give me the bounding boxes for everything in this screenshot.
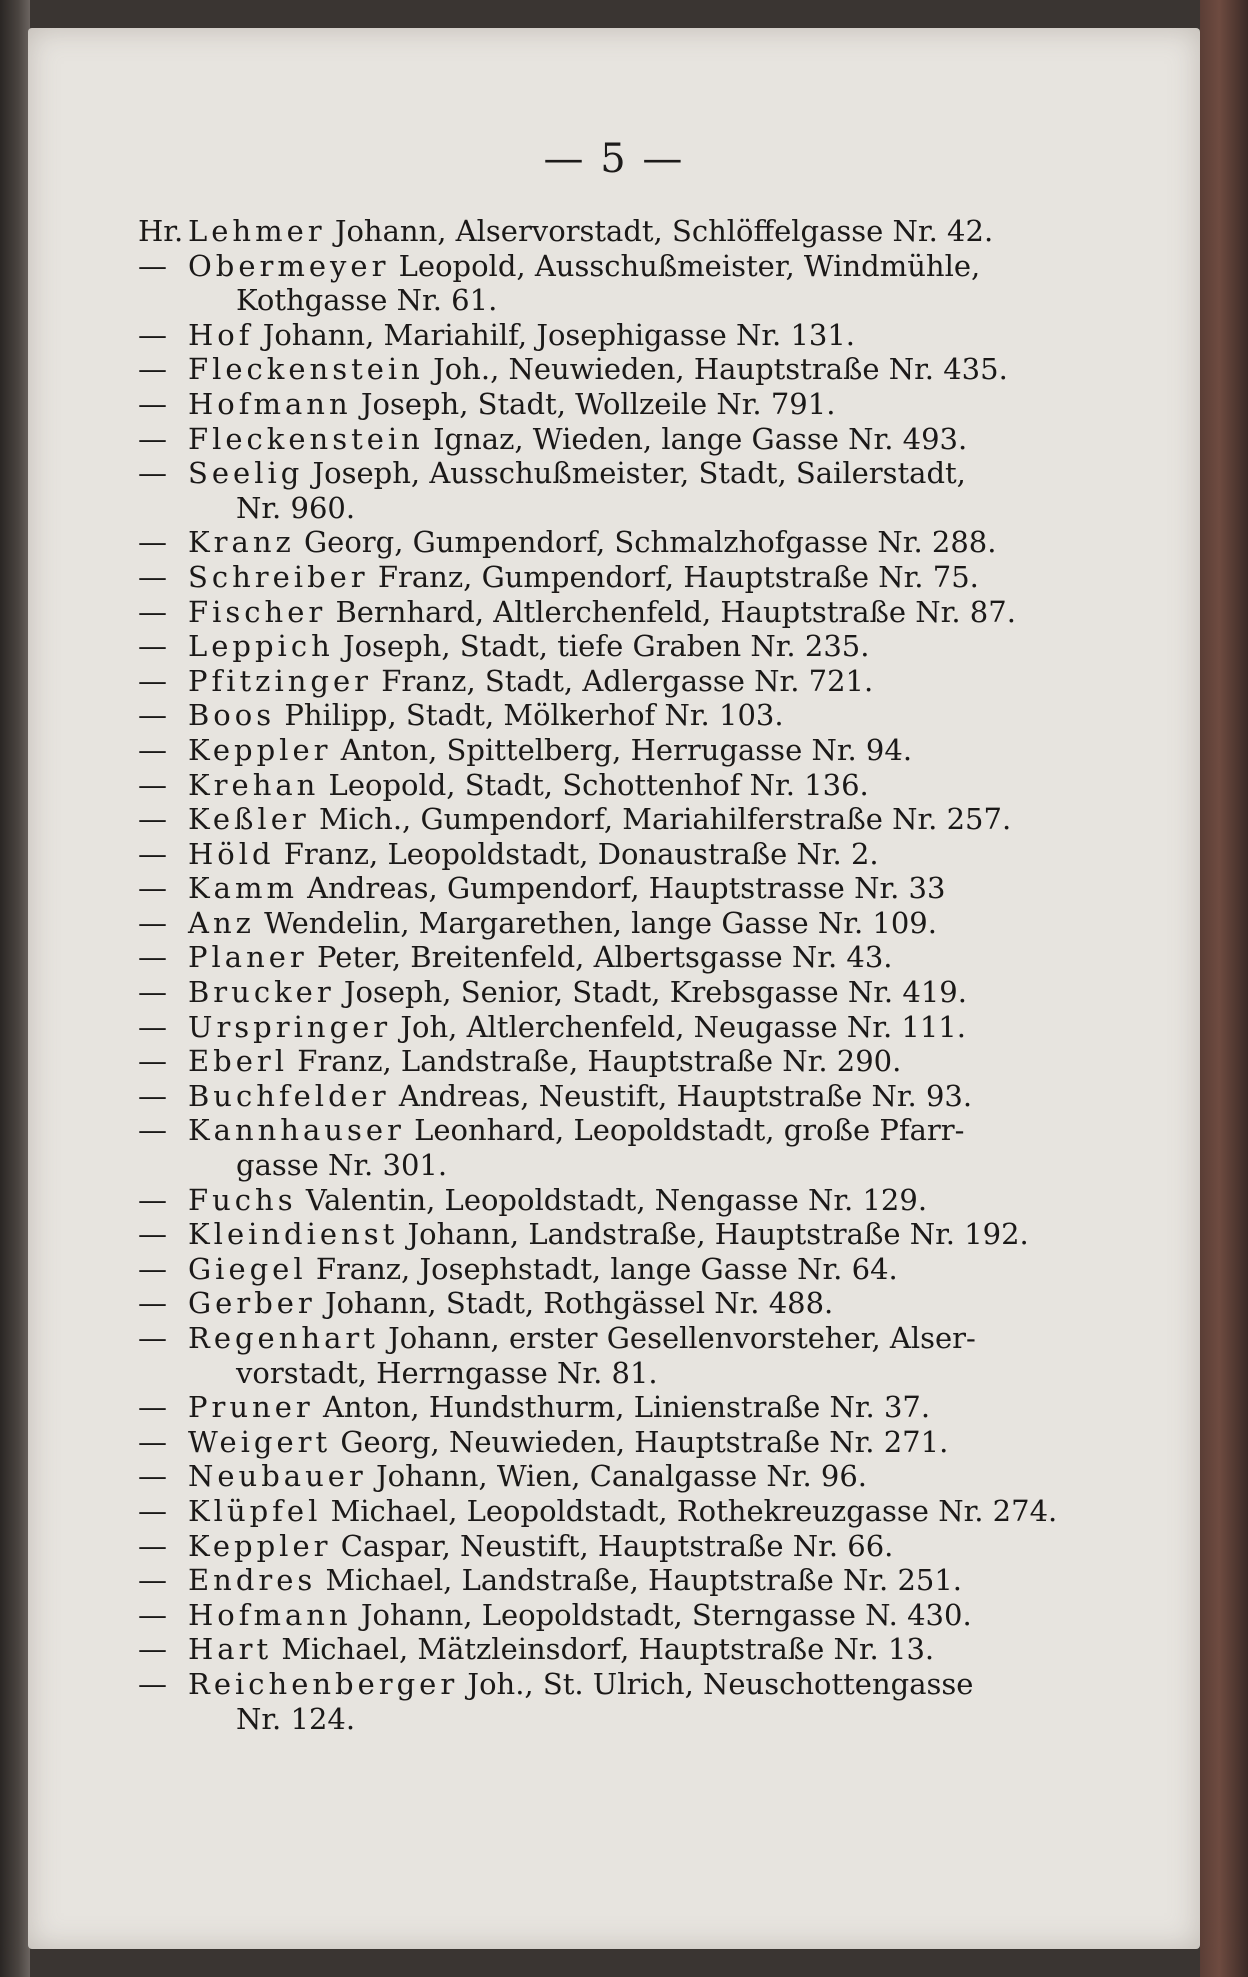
list-item xyxy=(138,456,1098,525)
list-item xyxy=(138,318,1098,353)
entry-lead: — xyxy=(138,421,167,456)
list-item xyxy=(138,698,1098,733)
entry-details: Joseph, Senior, Stadt, Krebsgasse Nr. 419. xyxy=(334,975,967,1010)
entry-surname: Seelig xyxy=(188,456,304,491)
entry-surname: Neubauer xyxy=(188,1459,367,1494)
entry-surname: Buchfelder xyxy=(188,1078,390,1113)
entry-surname: Pruner xyxy=(188,1390,314,1425)
list-item xyxy=(138,1286,1098,1321)
entry-details: Andreas, Gumpendorf, Hauptstrasse Nr. 33 xyxy=(297,871,946,906)
entry-lead: — xyxy=(138,940,167,975)
list-item xyxy=(138,1217,1098,1252)
entry-surname: Reichenberger xyxy=(188,1666,459,1701)
entry-continuation: vorstadt, Herrngasse Nr. 81. xyxy=(236,1355,658,1390)
entry-lead: — xyxy=(138,698,167,733)
list-item xyxy=(138,733,1098,768)
entry-lead: — xyxy=(138,1044,167,1079)
entry-lead: — xyxy=(138,1528,167,1563)
list-item xyxy=(138,560,1098,595)
entry-surname: Eberl xyxy=(188,1044,289,1079)
entry-continuation: Nr. 960. xyxy=(236,490,356,525)
list-item xyxy=(138,802,1098,837)
entry-lead: — xyxy=(138,1459,167,1494)
list-item xyxy=(138,352,1098,387)
list-item xyxy=(138,837,1098,872)
entry-lead: — xyxy=(138,663,167,698)
entry-surname: Endres xyxy=(188,1563,317,1598)
entry-details: Johann, Landstraße, Hauptstraße Nr. 192. xyxy=(398,1217,1029,1252)
entry-lead: — xyxy=(138,352,167,387)
list-item xyxy=(138,1632,1098,1667)
entry-surname: Giegel xyxy=(188,1251,307,1286)
entry-details: Joh, Altlerchenfeld, Neugasse Nr. 111. xyxy=(391,1009,966,1044)
entry-surname: Fleckenstein xyxy=(188,421,424,456)
entry-details: Anton, Hundsthurm, Linienstraße Nr. 37. xyxy=(313,1390,931,1425)
entry-lead: — xyxy=(138,1113,167,1148)
entry-details: Joh., Neuwieden, Hauptstraße Nr. 435. xyxy=(423,352,1008,387)
entry-surname: Klüpfel xyxy=(188,1493,322,1528)
list-item xyxy=(138,249,1098,318)
entry-details: Michael, Leopoldstadt, Rothekreuzgasse Nr. 274. xyxy=(321,1493,1058,1528)
list-item xyxy=(138,1598,1098,1633)
entry-surname: Pfitzinger xyxy=(188,663,372,698)
entry-details: Wendelin, Margarethen, lange Gasse Nr. 109. xyxy=(254,905,937,940)
entry-details: Johann, Stadt, Rothgässel Nr. 488. xyxy=(315,1286,834,1321)
entry-lead: — xyxy=(138,1251,167,1286)
list-item xyxy=(138,1494,1098,1529)
entry-surname: Keppler xyxy=(188,1528,332,1563)
entry-details: Franz, Gumpendorf, Hauptstraße Nr. 75. xyxy=(368,559,979,594)
list-item xyxy=(138,1113,1098,1182)
list-item xyxy=(138,1459,1098,1494)
entry-surname: Fleckenstein xyxy=(188,352,424,387)
list-item xyxy=(138,871,1098,906)
list-item xyxy=(138,1390,1098,1425)
entry-details: Philipp, Stadt, Mölkerhof Nr. 103. xyxy=(275,698,784,733)
list-item xyxy=(138,1010,1098,1045)
entry-lead: — xyxy=(138,802,167,837)
list-item xyxy=(138,906,1098,941)
entry-surname: Brucker xyxy=(188,975,335,1010)
entry-lead: — xyxy=(138,1563,167,1598)
entry-lead: — xyxy=(138,559,167,594)
entry-surname: Boos xyxy=(188,698,276,733)
entry-continuation: Kothgasse Nr. 61. xyxy=(236,283,498,318)
list-item xyxy=(138,1183,1098,1218)
entry-surname: Hof xyxy=(188,317,254,352)
entry-lead: — xyxy=(138,1390,167,1425)
entry-details: Joseph, Stadt, Wollzeile Nr. 791. xyxy=(351,386,836,421)
list-item xyxy=(138,1563,1098,1598)
entry-lead: — xyxy=(138,1182,167,1217)
entry-surname: Fuchs xyxy=(188,1182,297,1217)
entry-surname: Anz xyxy=(188,905,255,940)
entry-lead: — xyxy=(138,767,167,802)
entry-lead: — xyxy=(138,1632,167,1667)
entry-surname: Höld xyxy=(188,836,275,871)
list-item xyxy=(138,1529,1098,1564)
entry-surname: Hofmann xyxy=(188,1597,352,1632)
entry-details: Franz, Leopoldstadt, Donaustraße Nr. 2. xyxy=(274,836,879,871)
entry-details: Leonhard, Leopoldstadt, große Pfarr- xyxy=(404,1113,965,1148)
entry-lead: — xyxy=(138,248,167,283)
entry-details: Peter, Breitenfeld, Albertsgasse Nr. 43. xyxy=(307,940,893,975)
entry-details: Franz, Josephstadt, lange Gasse Nr. 64. xyxy=(306,1251,898,1286)
entry-details: Johann, Alservorstadt, Schlöffelgasse Nr. 42. xyxy=(325,214,994,248)
entry-lead: Hr. xyxy=(138,214,184,248)
book-page xyxy=(28,28,1200,1949)
list-item xyxy=(138,1425,1098,1460)
entry-surname: Urspringer xyxy=(188,1009,392,1044)
entry-details: Andreas, Neustift, Hauptstraße Nr. 93. xyxy=(389,1078,973,1113)
entry-surname: Fischer xyxy=(188,594,327,629)
entry-lead: — xyxy=(138,525,167,560)
entry-details: Michael, Landstraße, Hauptstraße Nr. 251. xyxy=(316,1563,963,1598)
list-item xyxy=(138,595,1098,630)
entry-lead: — xyxy=(138,871,167,906)
entry-lead: — xyxy=(138,1217,167,1252)
entry-details: Franz, Landstraße, Hauptstraße Nr. 290. xyxy=(288,1044,902,1079)
list-item xyxy=(138,768,1098,803)
entry-lead: — xyxy=(138,1009,167,1044)
entry-details: Joseph, Stadt, tiefe Graben Nr. 235. xyxy=(333,629,870,664)
list-item xyxy=(138,1079,1098,1114)
entry-lead: — xyxy=(138,1597,167,1632)
entry-details: Georg, Neuwieden, Hauptstraße Nr. 271. xyxy=(331,1424,949,1459)
list-item xyxy=(138,664,1098,699)
entry-details: Joseph, Ausschußmeister, Stadt, Sailerstadt, xyxy=(303,456,966,491)
entry-lead: — xyxy=(138,1321,167,1355)
list-item xyxy=(138,629,1098,664)
list-item xyxy=(138,214,1098,249)
entry-list xyxy=(138,214,1098,1736)
entry-surname: Lehmer xyxy=(188,214,326,248)
entry-details: Caspar, Neustift, Hauptstraße Nr. 66. xyxy=(331,1528,894,1563)
list-item xyxy=(138,1667,1098,1736)
entry-lead: — xyxy=(138,594,167,629)
entry-surname: Keßler xyxy=(188,802,310,837)
list-item xyxy=(138,525,1098,560)
entry-lead: — xyxy=(138,1424,167,1459)
entry-lead: — xyxy=(138,1078,167,1113)
entry-surname: Hofmann xyxy=(188,386,352,421)
entry-lead: — xyxy=(138,1493,167,1528)
entry-details: Leopold, Ausschußmeister, Windmühle, xyxy=(389,248,981,283)
entry-surname: Obermeyer xyxy=(188,248,390,283)
entry-details: Johann, Leopoldstadt, Sterngasse N. 430. xyxy=(351,1597,972,1632)
entry-continuation: gasse Nr. 301. xyxy=(236,1148,448,1183)
entry-surname: Kannhauser xyxy=(188,1113,405,1148)
entry-surname: Keppler xyxy=(188,732,332,767)
list-item xyxy=(138,940,1098,975)
entry-details: Leopold, Stadt, Schottenhof Nr. 136. xyxy=(319,767,869,802)
entry-details: Michael, Mätzleinsdorf, Hauptstraße Nr. 13. xyxy=(272,1632,935,1667)
entry-surname: Planer xyxy=(188,940,308,975)
entry-surname: Gerber xyxy=(188,1286,316,1321)
entry-surname: Kranz xyxy=(188,525,295,560)
entry-details: Bernhard, Altlerchenfeld, Hauptstraße Nr. 87. xyxy=(326,594,1016,629)
page-number: — 5 — xyxy=(543,136,685,182)
entry-lead: — xyxy=(138,629,167,664)
entry-lead: — xyxy=(138,1666,167,1701)
entry-details: Georg, Gumpendorf, Schmalzhofgasse Nr. 288. xyxy=(294,525,997,560)
entry-lead: — xyxy=(138,386,167,421)
entry-surname: Regenhart xyxy=(188,1321,379,1355)
entry-surname: Hart xyxy=(188,1632,273,1667)
entry-lead: — xyxy=(138,456,167,491)
entry-lead: — xyxy=(138,732,167,767)
list-item xyxy=(138,975,1098,1010)
entry-continuation: Nr. 124. xyxy=(236,1701,356,1736)
entry-lead: — xyxy=(138,836,167,871)
list-item xyxy=(138,1252,1098,1287)
entry-details: Ignaz, Wieden, lange Gasse Nr. 493. xyxy=(423,421,968,456)
entry-details: Valentin, Leopoldstadt, Nengasse Nr. 129. xyxy=(296,1182,928,1217)
list-item xyxy=(138,387,1098,422)
entry-lead: — xyxy=(138,975,167,1010)
entry-details: Johann, erster Gesellenvorsteher, Alser- xyxy=(378,1321,976,1355)
list-item xyxy=(138,422,1098,457)
entry-details: Anton, Spittelberg, Herrugasse Nr. 94. xyxy=(331,732,913,767)
list-item xyxy=(138,1321,1098,1390)
entry-lead: — xyxy=(138,905,167,940)
entry-surname: Weigert xyxy=(188,1424,332,1459)
entry-details: Mich., Gumpendorf, Mariahilferstraße Nr. 257. xyxy=(309,802,1012,837)
book-binding-left xyxy=(0,0,30,1977)
list-item xyxy=(138,1044,1098,1079)
entry-details: Johann, Mariahilf, Josephigasse Nr. 131. xyxy=(253,317,856,352)
entry-details: Franz, Stadt, Adlergasse Nr. 721. xyxy=(372,663,874,698)
entry-details: Johann, Wien, Canalgasse Nr. 96. xyxy=(366,1459,868,1494)
entry-surname: Kleindienst xyxy=(188,1217,399,1252)
entry-lead: — xyxy=(138,317,167,352)
entry-lead: — xyxy=(138,1286,167,1321)
entry-surname: Kamm xyxy=(188,871,298,906)
entry-surname: Schreiber xyxy=(188,559,369,594)
book-binding-right xyxy=(1200,0,1248,1977)
entry-details: Joh., St. Ulrich, Neuschottengasse xyxy=(458,1666,974,1701)
entry-surname: Leppich xyxy=(188,629,334,664)
entry-surname: Krehan xyxy=(188,767,320,802)
